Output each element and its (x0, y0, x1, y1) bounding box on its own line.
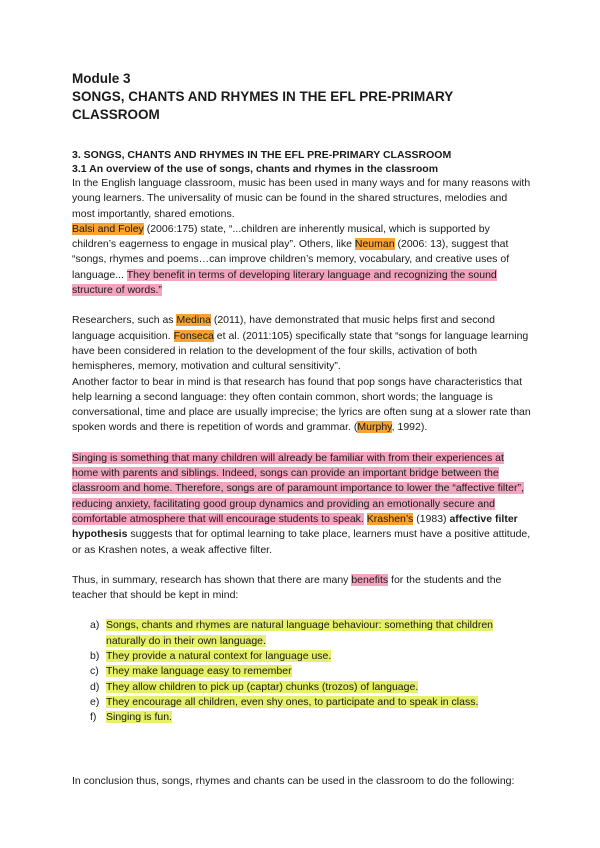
paragraph-2: Balsi and Foley (2006:175) state, “...children are inherently musical, which is supported by children’s eagerness to engage in musical play”. Others, like Neuman (2006: 13), suggest that “songs, rhymes and poems…can improve children’s memory, vocabulary, and creative uses of language... They benefit in terms of developing literary language and recognizing the sound structure of words.” (72, 222, 510, 297)
bold-term: affective filter hypothesis (72, 512, 518, 541)
citation-highlight: Medina (176, 314, 211, 327)
benefits-list (72, 618, 532, 725)
module-title-line1: SONGS, CHANTS AND RHYMES IN THE EFL PRE-PRIMARY (72, 89, 454, 104)
conclusion-paragraph: In conclusion thus, songs, rhymes and chants can be used in the classroom to do the following: (72, 774, 515, 787)
module-title-line2: CLASSROOM (72, 107, 160, 122)
key-idea-highlight: Singing is something that many children will already be familiar with from their experiences at home with parents and siblings. Indeed, songs can provide an important bridge between the classroom and home. Therefore, songs are of paramount importance to lower the “affective filter”, reducing anxiety, facilitating good group dynamics and providing an emotionally secure and comfortable atmosphere that will encourage students to speak. (72, 451, 524, 525)
paragraph-5: Singing is something that many children will already be familiar with from their experiences at home with parents and siblings. Indeed, songs can provide an important bridge between the classroom and home. Therefore, songs are of paramount importance to lower the “affective filter”, reducing anxiety, facilitating good group dynamics and providing an emotionally secure and comfortable atmosphere that will encourage students to speak. Krashen’s (1983) affective filter hypothesis suggests that for optimal learning to take place, learners must have a positive attitude, or as Krashen notes, a weak affective filter. (72, 451, 531, 556)
section-subheading: 3.1 An overview of the use of songs, chants and rhymes in the classroom (72, 163, 439, 175)
list-item: a) Songs, chants and rhymes are natural language behaviour: something that children naturally do in their own language. (90, 619, 493, 647)
document-page (72, 70, 532, 789)
citation-highlight: Fonseca (173, 329, 214, 342)
section-heading: 3. SONGS, CHANTS AND RHYMES IN THE EFL PRE-PRIMARY CLASSROOM (72, 149, 452, 161)
list-item: f) Singing is fun. (90, 711, 172, 724)
key-idea-highlight: They benefit in terms of developing literary language and recognizing the sound structure of words.” (72, 268, 497, 297)
list-item: c) They make language easy to remember (90, 665, 292, 678)
paragraph-4: Another factor to bear in mind is that research has found that pop songs have characteristics that help learning a second language: they often contain common, short words; the language is conversational, time and place are usually imprecise; the lyrics are often sung at a slower rate than spoken words and there is repetition of words and grammar. (Murphy, 1992). (72, 375, 531, 434)
list-item: e) They encourage all children, even shy ones, to participate and to speak in class. (90, 695, 479, 708)
module-label: Module 3 (72, 71, 131, 86)
list-item: b) They provide a natural context for language use. (90, 650, 332, 663)
paragraph-3: Researchers, such as Medina (2011), have demonstrated that music helps first and second language acquisition. Fonseca et al. (2011:105) specifically state that “songs for language learning have been considered in relation to the development of the four skills, activation of both hemispheres, memory, motivation and cultural sensitivity”. (72, 314, 529, 373)
citation-highlight: Murphy (357, 421, 392, 434)
citation-highlight: Krashen’s (366, 512, 414, 525)
citation-highlight: Balsi and Foley (72, 222, 144, 235)
key-idea-highlight: benefits (351, 573, 389, 586)
citation-highlight: Neuman (354, 238, 395, 251)
list-item: d) They allow children to pick up (captar) chunks (trozos) of language. (90, 680, 419, 693)
paragraph-1: In the English language classroom, music has been used in many ways and for many reasons with young learners. The universality of music can be found in the shared structures, melodies and most importantly, shared emotions. (72, 177, 531, 220)
paragraph-6: Thus, in summary, research has shown that there are many benefits for the students and the teacher that should be kept in mind: (72, 573, 502, 602)
